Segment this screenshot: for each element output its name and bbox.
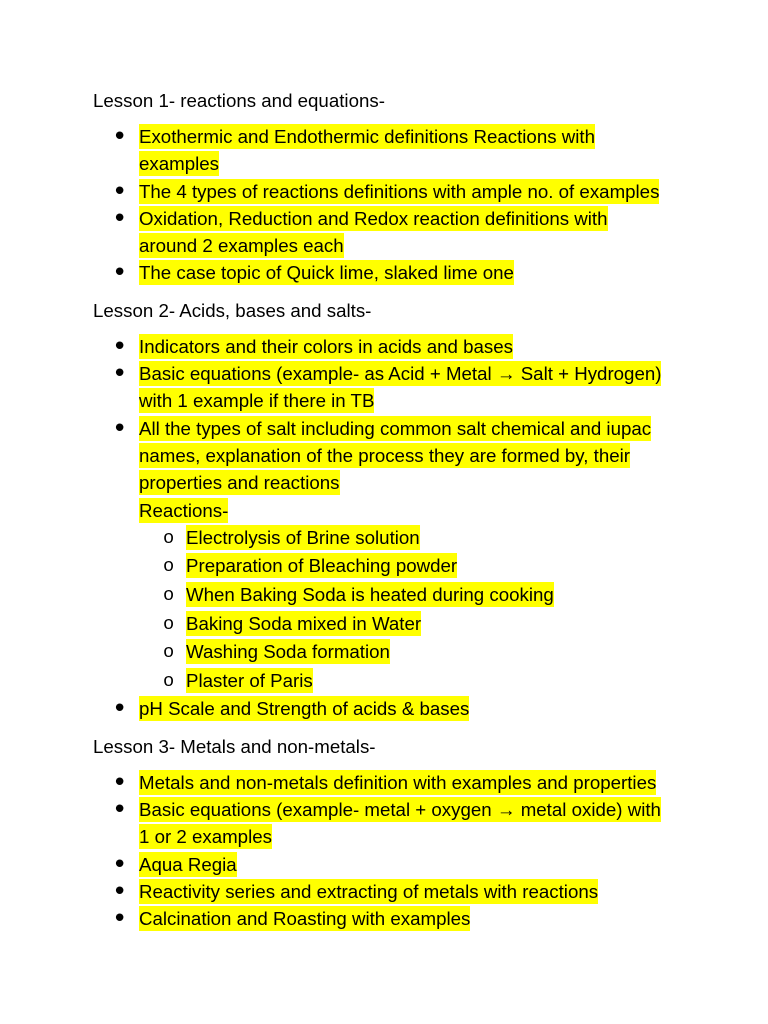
sub-bullet-icon: o [163, 612, 175, 635]
sub-list-item [139, 610, 768, 639]
list-item-line [139, 123, 768, 150]
highlighted-text: properties and reactions [139, 472, 340, 494]
list-item-line [139, 851, 768, 878]
sub-list-item [139, 667, 768, 696]
highlighted-text: The 4 types of reactions definitions with ample no. of examples [139, 180, 660, 202]
highlighted-text: All the types of salt including common salt chemical and iupac [139, 417, 652, 439]
highlighted-text: Indicators and their colors in acids and bases [139, 335, 513, 357]
bullet-icon: • [112, 203, 128, 234]
bullet-list [93, 333, 768, 723]
sub-list-item-line [186, 552, 768, 581]
list-item-line [139, 150, 768, 177]
list-item [93, 258, 768, 289]
list-item-line [139, 796, 768, 823]
list-item [93, 904, 768, 935]
highlighted-text: Reactivity series and extracting of metals with reactions [139, 880, 599, 902]
bullet-icon: • [112, 258, 128, 289]
list-item-line [139, 442, 768, 469]
list-item-line [139, 387, 768, 414]
highlighted-text: Reactions- [139, 499, 229, 521]
sub-list-item [139, 638, 768, 667]
highlighted-text: 1 or 2 examples [139, 826, 272, 848]
bullet-list [93, 769, 768, 933]
list-item [93, 851, 768, 878]
sub-bullet-icon: o [163, 641, 175, 664]
sub-bullet-icon: o [163, 669, 175, 692]
highlighted-text: names, explanation of the process they are formed by, their [139, 444, 630, 466]
bullet-icon: • [112, 122, 128, 152]
highlighted-text: Basic equations (example- as Acid + Metal → Salt + Hydrogen) [139, 363, 662, 385]
highlighted-text: Calcination and Roasting with examples [139, 908, 471, 930]
list-item-line [139, 360, 768, 387]
sub-list-item-line [186, 581, 768, 610]
bullet-icon: • [112, 767, 128, 798]
bullet-icon: • [112, 904, 128, 935]
highlighted-text: pH Scale and Strength of acids & bases [139, 698, 470, 720]
highlighted-text: Baking Soda mixed in Water [186, 612, 422, 634]
bullet-icon: • [112, 359, 128, 390]
highlighted-text: When Baking Soda is heated during cooking [186, 584, 554, 606]
list-item [93, 769, 768, 796]
list-item-line [139, 178, 768, 205]
list-item [93, 878, 768, 905]
bullet-icon: • [112, 413, 128, 444]
bullet-list [93, 123, 768, 287]
highlighted-text: Basic equations (example- metal + oxygen → metal oxide) with [139, 799, 661, 821]
sub-bullet-icon: o [163, 526, 175, 549]
highlighted-text: Plaster of Paris [186, 669, 313, 691]
sub-bullet-list [139, 524, 768, 696]
sub-list-item-line [186, 667, 768, 696]
sub-list-item [139, 552, 768, 581]
highlighted-text: Washing Soda formation [186, 641, 390, 663]
sub-bullet-icon: o [163, 555, 175, 578]
highlighted-text: with 1 example if there in TB [139, 390, 375, 412]
list-item [93, 123, 768, 178]
list-item-line [139, 232, 768, 259]
highlighted-text: Electrolysis of Brine solution [186, 526, 420, 548]
sub-list-item [139, 581, 768, 610]
list-item [93, 178, 768, 205]
lesson-heading: Lesson 2- Acids, bases and salts- [93, 299, 372, 321]
highlighted-text: around 2 examples each [139, 235, 344, 257]
highlighted-text: examples [139, 153, 219, 175]
list-item-line [139, 469, 768, 496]
bullet-icon: • [112, 331, 128, 362]
list-item [93, 796, 768, 851]
highlighted-text: The case topic of Quick lime, slaked lime one [139, 262, 514, 284]
list-item-line [139, 497, 768, 524]
list-item-line [139, 769, 768, 796]
bullet-icon: • [112, 876, 128, 907]
bullet-icon: • [112, 176, 128, 207]
list-item [93, 333, 768, 360]
list-item-line [139, 205, 768, 232]
lesson-heading: Lesson 3- Metals and non-metals- [93, 735, 376, 757]
highlighted-text: Exothermic and Endothermic definitions Reactions with [139, 126, 595, 147]
list-item-line [139, 905, 768, 932]
highlighted-text: Preparation of Bleaching powder [186, 555, 458, 577]
bullet-icon: • [112, 694, 128, 725]
highlighted-text: Oxidation, Reduction and Redox reaction definitions with [139, 207, 608, 229]
sub-list-item-line [186, 610, 768, 639]
list-item-line [139, 333, 768, 360]
lesson-heading: Lesson 1- reactions and equations- [93, 90, 385, 111]
list-item [93, 205, 768, 260]
list-item-line [139, 878, 768, 905]
lesson-2-section [93, 297, 768, 723]
list-item [93, 415, 768, 696]
lesson-3-section [93, 733, 768, 933]
sub-list-item-line [186, 524, 768, 553]
highlighted-text: Aqua Regia [139, 853, 237, 875]
bullet-icon: • [112, 795, 128, 826]
list-item-line [139, 415, 768, 442]
list-item-line [139, 695, 768, 722]
list-item-line [139, 259, 768, 286]
lesson-1-section [93, 87, 768, 287]
sub-list-item-line [186, 638, 768, 667]
list-item [93, 360, 768, 415]
list-item-line [139, 823, 768, 850]
bullet-icon: • [112, 849, 128, 880]
sub-list-item [139, 524, 768, 553]
list-item [93, 694, 768, 725]
highlighted-text: Metals and non-metals definition with examples and properties [139, 771, 657, 793]
sub-bullet-icon: o [163, 584, 175, 607]
